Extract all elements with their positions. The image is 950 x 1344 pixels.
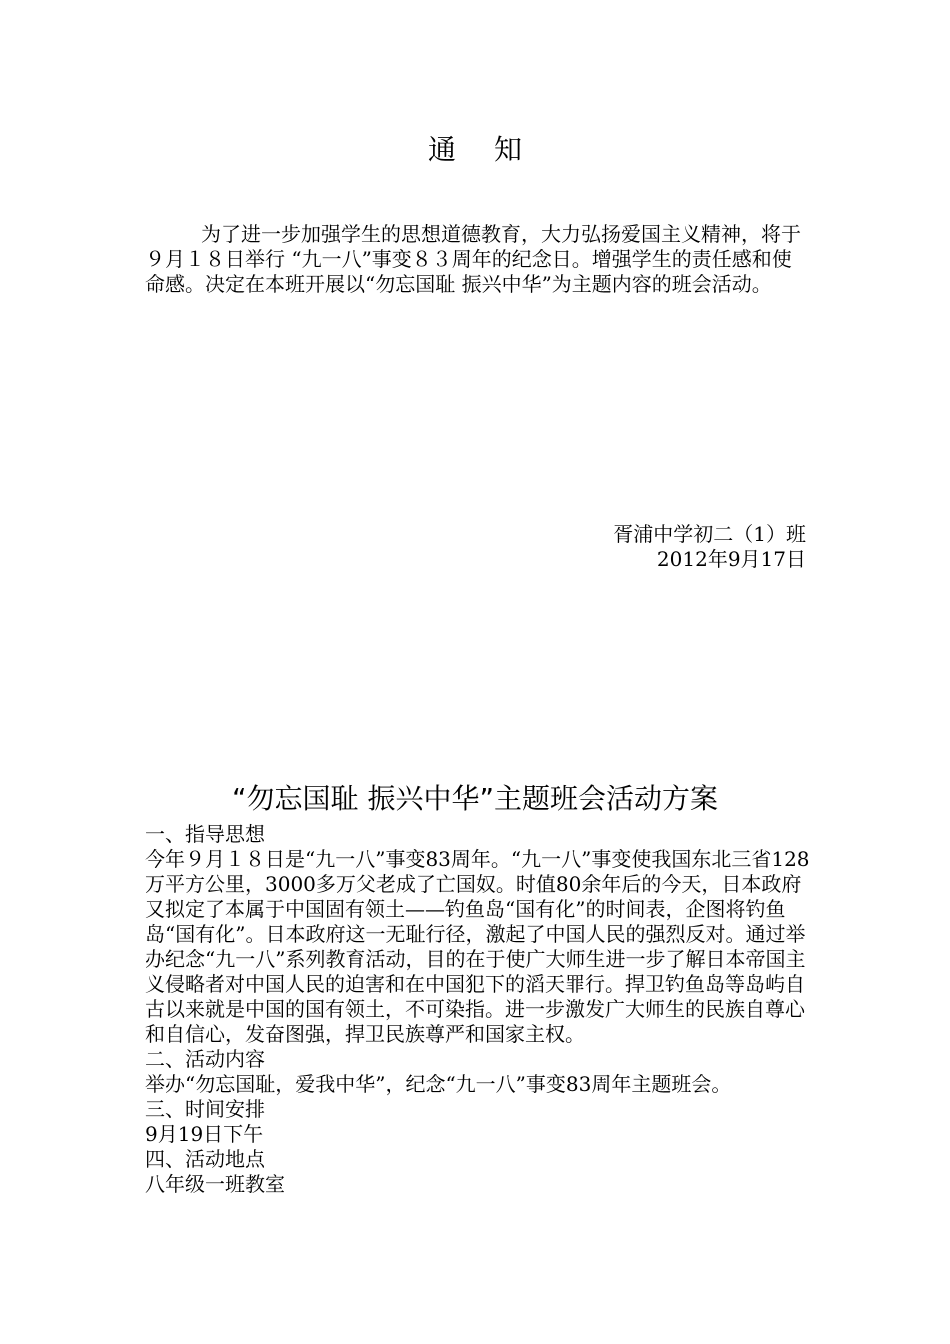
section-body-location: 八年级一班教室 bbox=[145, 1172, 285, 1196]
notice-title: 通知 bbox=[427, 133, 560, 166]
section-heading-schedule: 三、时间安排 bbox=[145, 1097, 265, 1121]
signature-org: 胥浦中学初二（1）班 bbox=[613, 522, 806, 546]
signature-date: 2012年9月17日 bbox=[656, 547, 806, 571]
section-heading-guiding-idea: 一、指导思想 bbox=[145, 822, 265, 846]
signature-block bbox=[480, 522, 806, 572]
section-heading-activity-content: 二、活动内容 bbox=[145, 1047, 265, 1071]
notice-body: 为了进一步加强学生的思想道德教育，大力弘扬爱国主义精神，将于９月１８日举行 “九一八”事变８３周年的纪念日。增强学生的责任感和使命感。决定在本班开展以“勿忘国耻 振兴中华”为主题内容的班会活动。 bbox=[145, 222, 801, 296]
section-heading-location: 四、活动地点 bbox=[145, 1147, 265, 1171]
section-body-guiding-idea: 今年９月１８日是“九一八”事变83周年。“九一八”事变使我国东北三省128万平方公里，3000多万父老成了亡国奴。时值80余年后的今天，日本政府又拟定了本属于中国固有领土——钓鱼岛“国有化”的时间表，企图将钓鱼岛“国有化”。日本政府这一无耻行径，激起了中国人民的强烈反对。通过举办纪念“九一八”系列教育活动，目的在于使广大师生进一步了解日本帝国主义侵略者对中国人民的迫害和在中国犯下的滔天罪行。捍卫钓鱼岛等岛屿自古以来就是中国的国有领土，不可染指。进一步激发广大师生的民族自尊心和自信心，发奋图强，捍卫民族尊严和国家主权。 bbox=[145, 847, 810, 1046]
section-body-schedule: 9月19日下午 bbox=[145, 1122, 264, 1146]
section-body-activity-content: 举办“勿忘国耻，爱我中华”，纪念“九一八”事变83周年主题班会。 bbox=[145, 1072, 732, 1096]
plan-title: “勿忘国耻 振兴中华”主题班会活动方案 bbox=[232, 782, 718, 815]
plan-body bbox=[145, 822, 825, 1197]
